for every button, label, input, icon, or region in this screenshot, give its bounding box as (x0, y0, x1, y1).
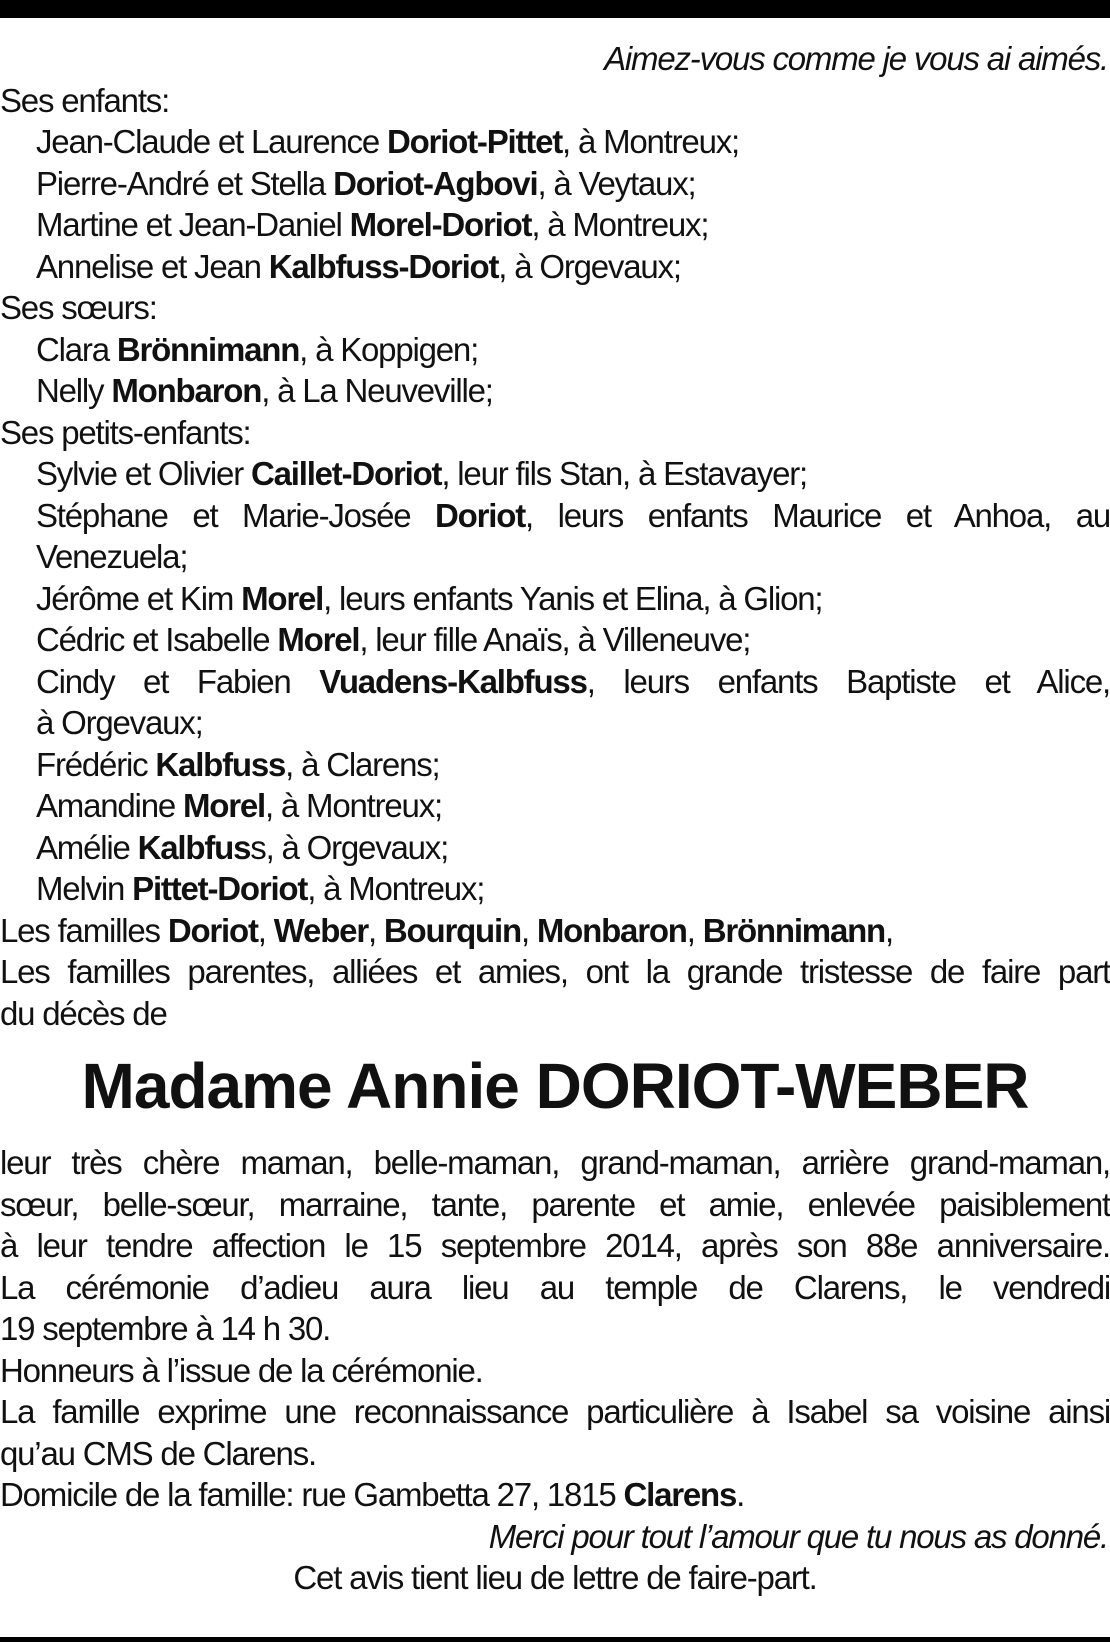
body-line: sœur, belle-sœur, marraine, tante, parente et amie, enlevée paisiblement (0, 1185, 1110, 1223)
thanks-line: La famille exprime une reconnaissance particulière à Isabel sa voisine ainsi (0, 1393, 1110, 1430)
grandchild-entry: Cédric et Isabelle Morel, leur fille Anaïs, à Villeneuve; (36, 621, 751, 658)
sister-entry: Nelly Monbaron, à La Neuveville; (36, 372, 493, 409)
children-entry: Annelise et Jean Kalbfuss-Doriot, à Orgevaux; (36, 247, 681, 285)
children-entry: Pierre-André et Stella Doriot-Agbovi, à Veytaux; (36, 164, 696, 202)
families-line: Les familles Doriot, Weber, Bourquin, Monbaron, Brönnimann, (0, 911, 893, 949)
top-rule (0, 0, 1110, 18)
grandchild-entry: Amélie Kalbfuss, à Orgevaux; (36, 828, 449, 866)
honors-line: Honneurs à l’issue de la cérémonie. (0, 1351, 483, 1389)
announcement-line: du décès de (0, 994, 167, 1032)
thanks-line: qu’au CMS de Clarens. (0, 1434, 316, 1472)
grandchild-entry: Cindy et Fabien Vuadens-Kalbfuss, leurs enfants Baptiste et Alice, (36, 662, 1110, 700)
ceremony-line: La cérémonie d’adieu aura lieu au temple de Clarens, le vendredi (0, 1268, 1110, 1306)
sister-entry: Clara Brönnimann, à Koppigen; (36, 330, 479, 368)
bottom-motto: Merci pour tout l’amour que tu nous as donné. (488, 1517, 1108, 1555)
deceased-name: Madame Annie DORIOT-WEBER (81, 1050, 1029, 1122)
children-heading: Ses enfants: (0, 81, 170, 119)
sisters-heading: Ses sœurs: (0, 289, 157, 326)
announcement-line: Les familles parentes, alliées et amies, ont la grande tristesse de faire part (0, 953, 1110, 990)
grandchild-entry: Stéphane et Marie-Josée Doriot, leurs enfants Maurice et Anhoa, au (36, 496, 1110, 534)
footer-note: Cet avis tient lieu de lettre de faire-part. (293, 1559, 817, 1596)
grandchild-entry: Amandine Morel, à Montreux; (36, 787, 442, 824)
bottom-rule (0, 1637, 1110, 1642)
grandchild-entry: Melvin Pittet-Doriot, à Montreux; (36, 870, 485, 907)
grandchild-entry: Sylvie et Olivier Caillet-Doriot, leur fils Stan, à Estavayer; (36, 455, 808, 492)
address-line: Domicile de la famille: rue Gambetta 27, 1815 Clarens. (0, 1476, 745, 1513)
children-entry: Martine et Jean-Daniel Morel-Doriot, à Montreux; (36, 206, 709, 243)
body-line: à leur tendre affection le 15 septembre 2014, après son 88e anniversaire. (0, 1227, 1110, 1264)
grandchildren-heading: Ses petits-enfants: (0, 413, 251, 451)
children-entry: Jean-Claude et Laurence Doriot-Pittet, à Montreux; (36, 123, 740, 160)
body-line: leur très chère maman, belle-maman, grand-maman, arrière grand-maman, (0, 1144, 1110, 1181)
ceremony-time-line: 19 septembre à 14 h 30. (0, 1310, 331, 1347)
obituary-notice (0, 38, 1110, 1599)
grandchild-entry: Jérôme et Kim Morel, leurs enfants Yanis et Elina, à Glion; (36, 579, 823, 617)
grandchild-entry: Frédéric Kalbfuss, à Clarens; (36, 745, 440, 783)
grandchild-entry-continued: à Orgevaux; (36, 704, 203, 741)
grandchild-entry-continued: Venezuela; (36, 538, 188, 575)
top-motto: Aimez-vous comme je vous ai aimés. (604, 40, 1108, 77)
